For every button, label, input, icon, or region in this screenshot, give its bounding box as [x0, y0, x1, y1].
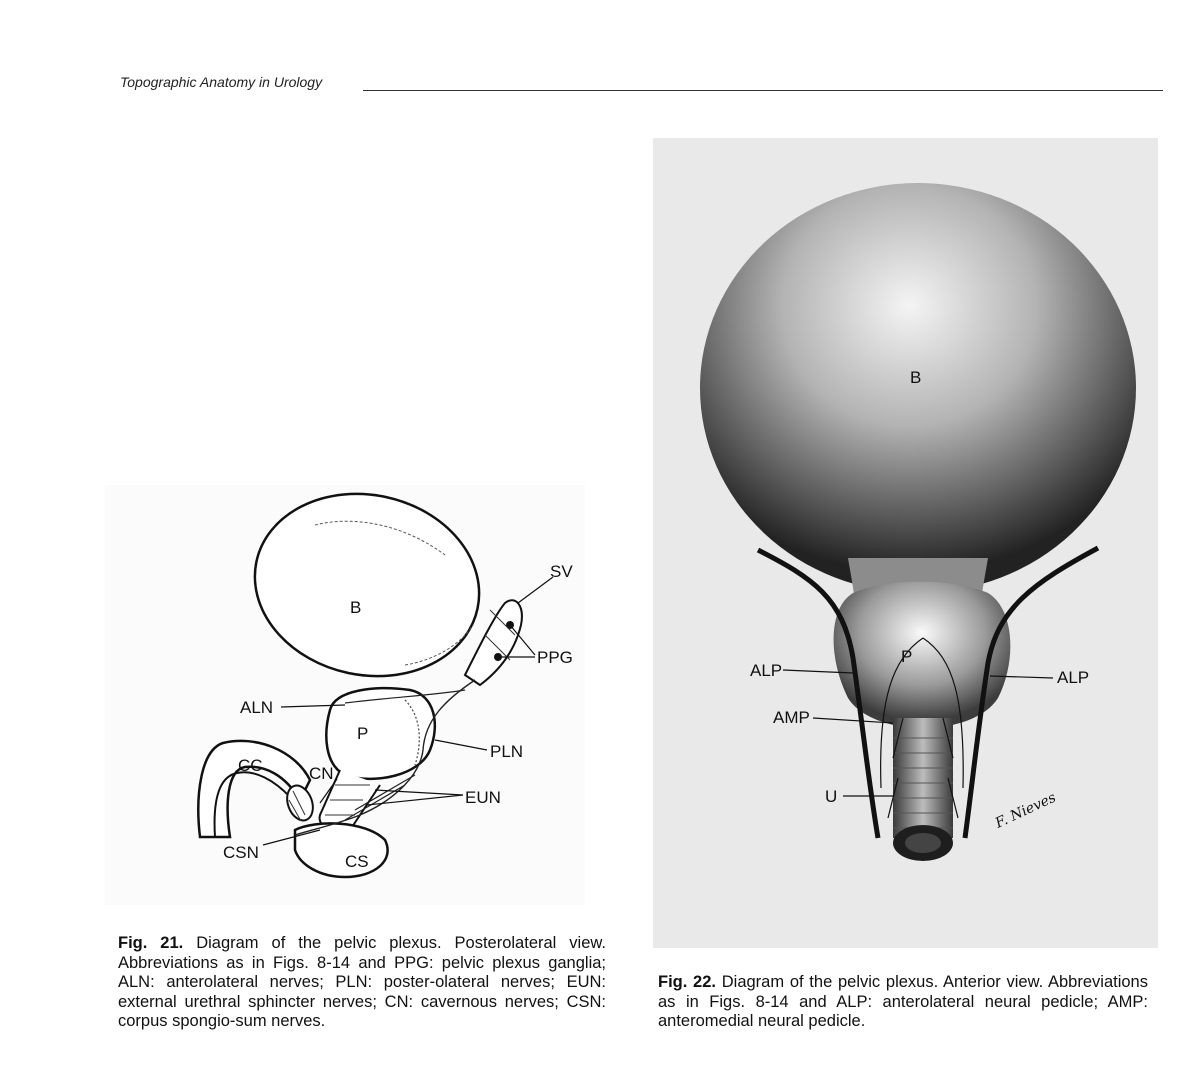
label-amp: AMP: [773, 708, 810, 727]
urethra-shape: [893, 718, 953, 838]
label-alp-left: ALP: [750, 661, 783, 680]
label-cavernous-nerves: CN: [309, 764, 334, 783]
bladder-shape: [238, 485, 496, 697]
figure-22-number: Fig. 22.: [658, 973, 716, 991]
label-prostate: P: [901, 647, 913, 666]
label-prostate: P: [357, 724, 369, 743]
label-seminal-vesicle: SV: [550, 562, 573, 581]
figure-21: [105, 485, 585, 905]
figure-22: [653, 138, 1158, 948]
figure-22-caption: [658, 973, 1148, 1032]
figure-21-number: Fig. 21.: [118, 934, 184, 952]
label-corpus-cavernosum: CC: [238, 756, 263, 775]
label-anterolateral-nerves: ALN: [240, 698, 274, 717]
figure-22-caption-text: Diagram of the pelvic plexus. Anterior view. Abbreviations as in Figs. 8-14 and ALP: anterolateral neural pedicle; AMP: anteromedial neural pedicle.: [658, 973, 1148, 1030]
artist-signature: F. Nieves: [992, 789, 1059, 832]
label-urethra: U: [825, 787, 838, 806]
figure-21-caption-text: Diagram of the pelvic plexus. Posterolateral view. Abbreviations as in Figs. 8-14 and PPG: pelvic plexus ganglia; ALN: anterolateral nerves; PLN: poster-olateral nerves; EUN: external urethral sphincter nerves; CN: cavernous nerves; CSN: corpus spongio-sum nerves.: [118, 934, 606, 1030]
running-title: Topographic Anatomy in Urology: [120, 74, 323, 90]
label-alp-right: ALP: [1057, 668, 1090, 687]
label-pelvic-plexus-ganglia: PPG: [537, 648, 573, 667]
figure-22-drawing: [653, 138, 1158, 948]
figure-21-caption: [118, 934, 606, 1032]
label-bladder: B: [350, 598, 362, 617]
header-rule: [363, 90, 1163, 91]
label-bladder: B: [910, 368, 922, 387]
label-corpus-spongiosum-nerves: CSN: [223, 843, 259, 862]
label-external-urethral-sphincter-nerves: EUN: [465, 788, 501, 807]
bladder-shape: [700, 183, 1136, 593]
figure-21-drawing: [105, 485, 585, 905]
label-corpus-spongiosum: CS: [345, 852, 369, 871]
label-posterolateral-nerves: PLN: [490, 742, 524, 761]
